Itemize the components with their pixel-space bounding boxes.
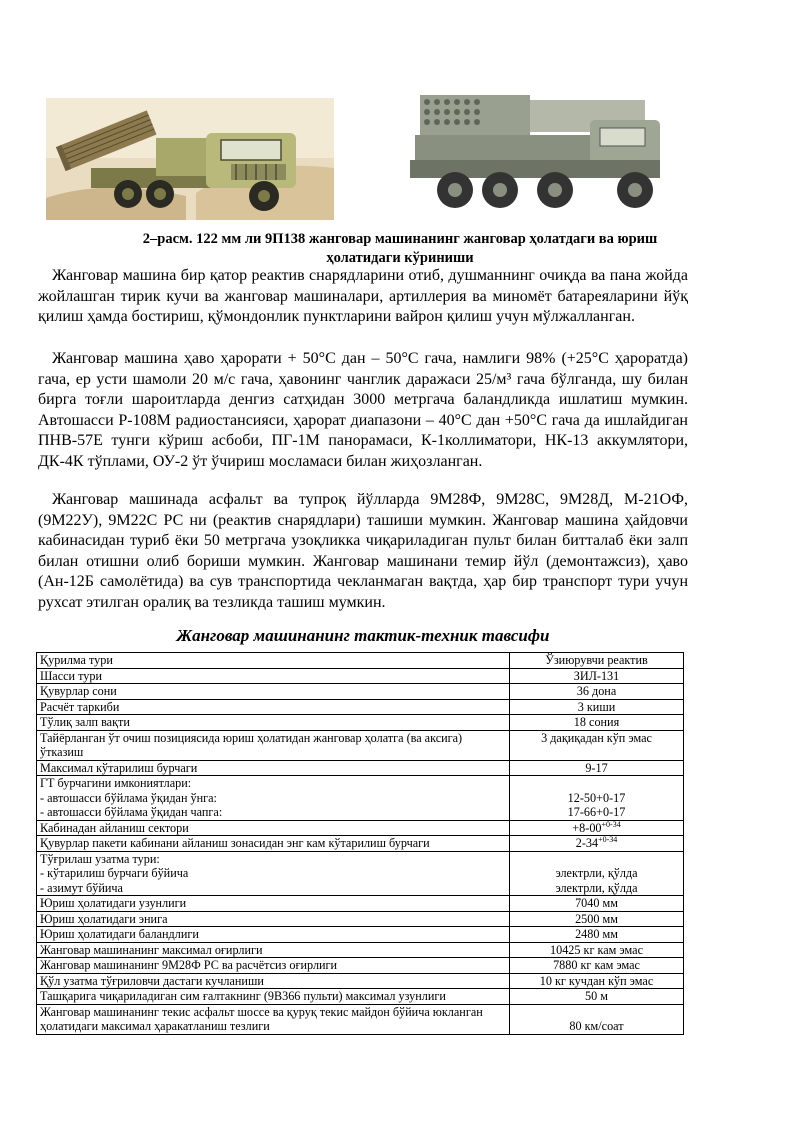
table-row xyxy=(37,653,684,669)
row-label: Кабинадан айланиш сектори xyxy=(37,820,510,836)
row-label-line: - кўтарилиш бурчаги бўйича xyxy=(40,866,189,880)
row-value: ЗИЛ-131 xyxy=(510,668,684,684)
row-value: 10425 кг кам эмас xyxy=(510,942,684,958)
row-value: 7040 мм xyxy=(510,896,684,912)
row-label: Тайёрланган ўт очиш позициясида юриш ҳолатидан жанговар ҳолатга (ва аксига) ўтказиш xyxy=(37,730,510,760)
table-row xyxy=(37,699,684,715)
table-row xyxy=(37,836,684,852)
row-label: Юриш ҳолатидаги узунлиги xyxy=(37,896,510,912)
row-label: Жанговар машинанинг 9М28Ф РС ва расчётсиз оғирлиги xyxy=(37,958,510,974)
table-row xyxy=(37,927,684,943)
table-row xyxy=(37,820,684,836)
row-value xyxy=(510,820,684,836)
table-row xyxy=(37,760,684,776)
row-label: Юриш ҳолатидаги баландлиги xyxy=(37,927,510,943)
row-label-line: - автошасси бўйлама ўқидан чапга: xyxy=(40,805,223,819)
table-row xyxy=(37,715,684,731)
row-value: Ўзиюрувчи реактив xyxy=(510,653,684,669)
paragraph-transport xyxy=(38,490,688,614)
row-label: Расчёт таркиби xyxy=(37,699,510,715)
row-value: 50 м xyxy=(510,989,684,1005)
row-label: Юриш ҳолатидаги энига xyxy=(37,911,510,927)
row-label xyxy=(37,776,510,821)
row-value-line: 12-50+0-17 xyxy=(567,790,626,805)
row-value: 10 кг кучдан кўп эмас xyxy=(510,973,684,989)
paragraph-purpose-text: Жанговар машина бир қатор реактив снарядларини отиб, душманнинг очиқда ва пана жойда жойлашган тирик кучи ва жанговар машиналари, артиллерия ва миномёт батареяларини йўқ қилиш ҳамда бостириш, қўмондонлик пунктларини вайрон қилиш учун мўлжалланган. xyxy=(38,267,688,326)
row-value xyxy=(510,851,684,896)
truck-photo-combat-position xyxy=(46,98,334,220)
table-row xyxy=(37,776,684,821)
row-label: Қўл узатма тўғриловчи дастаги кучланиши xyxy=(37,973,510,989)
row-value: 3 дақиқадан кўп эмас xyxy=(510,730,684,760)
truck-photo-march-position xyxy=(405,90,675,215)
row-label-line: Тўғрилаш узатма тури: xyxy=(40,851,160,866)
row-value-line: 17-66+0-17 xyxy=(567,805,626,819)
table-row xyxy=(37,668,684,684)
paragraph-conditions-text: Жанговар машина ҳаво ҳарорати + 50°С дан – 50°С гача, намлиги 98% (+25°С ҳароратда) гача, ер усти шамоли 20 м/с гача, ҳавонинг чанглик даражаси 25/м³ гача бўлганда, шу билан бирга тоғли шароитларда денгиз сатҳидан 3000 метргача баландликда ишлатиш мумкин. Автошасси Р-108М радиостансияси, ҳарорат диапазони – 40°С дан +50°С гача да ишлайдиган ПНВ-57Е тунги кўриш асбоби, ПГ-1М панорамаси, К-1коллиматори, НК-13 аккумлятори, ДК-4К тўплами, ОУ-2 ўт ўчириш мосламаси билан жиҳозланган. xyxy=(38,350,688,470)
row-label: Қувурлар сони xyxy=(37,684,510,700)
row-label: Қувурлар пакети кабинани айланиш зонасидан энг кам кўтарилиш бурчаги xyxy=(37,836,510,852)
table-row xyxy=(37,911,684,927)
row-value: 2480 мм xyxy=(510,927,684,943)
row-value: 9-17 xyxy=(510,760,684,776)
table-row xyxy=(37,730,684,760)
row-label: Тўлиқ залп вақти xyxy=(37,715,510,731)
row-value: 7880 кг кам эмас xyxy=(510,958,684,974)
table-row xyxy=(37,942,684,958)
row-label xyxy=(37,851,510,896)
table-row xyxy=(37,958,684,974)
row-value xyxy=(510,776,684,821)
row-value-main: 2-34 xyxy=(575,836,599,850)
figure-caption xyxy=(40,230,760,268)
row-value xyxy=(510,836,684,852)
table-row xyxy=(37,1004,684,1034)
paragraph-transport-text: Жанговар машинада асфальт ва тупроқ йўлларда 9М28Ф, 9М28С, 9М28Д, М-21ОФ, (9М22У), 9М22С РС ни (реактив снарядлари) ташиши мумкин. Жанговар машина ҳайдовчи кабинасидан туриб ёки 50 метргача узоқликка чиқариладиган пульт билан битталаб ёки залп билан отишни олиб бориши мумкин. Жанговар машинани темир йўл (демонтажсиз), ҳаво (Ан-12Б самолётида) ва сув транспортида чекланмаган вақтда, ҳар бир транспорт тури учун рухсат этилган оралиқ ва тезликда ташиш мумкин. xyxy=(38,491,688,611)
table-row xyxy=(37,684,684,700)
row-value: 18 сония xyxy=(510,715,684,731)
row-value-line: электрли, қўлда xyxy=(555,880,638,895)
photo-row xyxy=(0,90,800,220)
caption-line-1: 2–расм. 122 мм ли 9П138 жанговар машинанинг жанговар ҳолатдаги ва юриш xyxy=(142,231,658,247)
row-value: 2500 мм xyxy=(510,911,684,927)
spec-table xyxy=(36,652,684,1035)
table-row xyxy=(37,896,684,912)
table-row xyxy=(37,851,684,896)
row-label: Шасси тури xyxy=(37,668,510,684)
table-row xyxy=(37,989,684,1005)
row-label-line: ГТ бурчагини имкониятлари: xyxy=(40,776,192,790)
paragraph-conditions xyxy=(38,349,688,473)
row-label: Жанговар машинанинг текис асфальт шоссе ва қуруқ текис майдон бўйича юкланган ҳолатидаги максимал ҳаракатланиш тезлиги xyxy=(37,1004,510,1034)
row-label: Жанговар машинанинг максимал оғирлиги xyxy=(37,942,510,958)
row-label-line: - автошасси бўйлама ўқидан ўнга: xyxy=(40,790,217,805)
table-row xyxy=(37,973,684,989)
row-label: Максимал кўтарилиш бурчаги xyxy=(37,760,510,776)
row-value: 80 км/соат xyxy=(510,1004,684,1034)
paragraph-purpose xyxy=(38,266,688,328)
row-value-main: +8-00 xyxy=(572,820,602,835)
row-label: Қурилма тури xyxy=(37,653,510,669)
row-value: 36 дона xyxy=(510,684,684,700)
table-title: Жанговар машинанинг тактик-техник тавсифи xyxy=(176,626,550,645)
row-value-superscript: +0-34 xyxy=(601,819,621,829)
caption-line-2: ҳолатидаги кўриниши xyxy=(326,250,474,266)
row-value-line: электрли, қўлда xyxy=(555,866,638,880)
row-label-line: - азимут бўйича xyxy=(40,880,123,895)
row-value: 3 киши xyxy=(510,699,684,715)
row-label: Ташқарига чиқариладиган сим ғалтакнинг (9В366 пульти) максимал узунлиги xyxy=(37,989,510,1005)
row-value-superscript: +0-34 xyxy=(598,834,618,844)
